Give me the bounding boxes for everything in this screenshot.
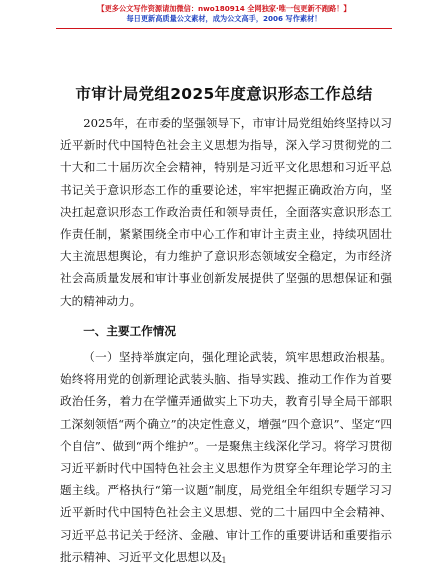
banner-line-promo: 【更多公文写作资源请加微信：nwo180914 全网独家·唯一包更新不跑路！】 [97, 4, 351, 13]
document-title: 市审计局党组2025年度意识形态工作总结 [75, 85, 373, 103]
intro-paragraph: 2025年，在市委的坚强领导下，市审计局党组始终坚持以习近平新时代中国特色社会主义思想为指导，深入学习贯彻党的二十大和二十届历次全会精神，特别是习近平文化思想和习近平总书记关于意识形态工作的重要论述，牢牢把握正确政治方向，坚决扛起意识形态工作政治责任和领导责任，全面落实意识形态工作责任制，紧紧围绕全市中心工作和审计主责主业，持续巩固壮大主流思想舆论，有力维护了意识形态领域安全稳定，为市经济社会高质量发展和审计事业创新发展提供了坚强的思想保证和强大的精神动力。 [60, 116, 392, 308]
banner-divider [56, 28, 392, 29]
banner-line-slogan: 每日更新高质量公文素材，成为公文高手，2006 写作素材！ [126, 14, 322, 23]
document-body [60, 112, 392, 568]
section-heading: 一、主要工作情况 [83, 323, 176, 338]
header-banner [0, 4, 448, 24]
page-number: 1 [221, 556, 227, 565]
section-paragraph: （一）坚持举旗定向，强化理论武装，筑牢思想政治根基。始终将用党的创新理论武装头脑、指导实践、推动工作作为首要政治任务，着力在学懂弄通做实上下功夫，教育引导全局干部职工深刻领悟“两个确立”的决定性意义，增强“四个意识”、坚定“四个自信”、做到“两个维护”。一是聚焦主线深化学习。将学习贯彻习近平新时代中国特色社会主义思想作为贯穿全年理论学习的主题主线。严格执行“第一议题”制度，局党组全年组织专题学习习近平新时代中国特色社会主义思想、党的二十届四中全会精神、习近平总书记关于经济、金融、审计工作的重要讲话和重要指示批示精神、习近平文化思想以及 [60, 350, 392, 564]
